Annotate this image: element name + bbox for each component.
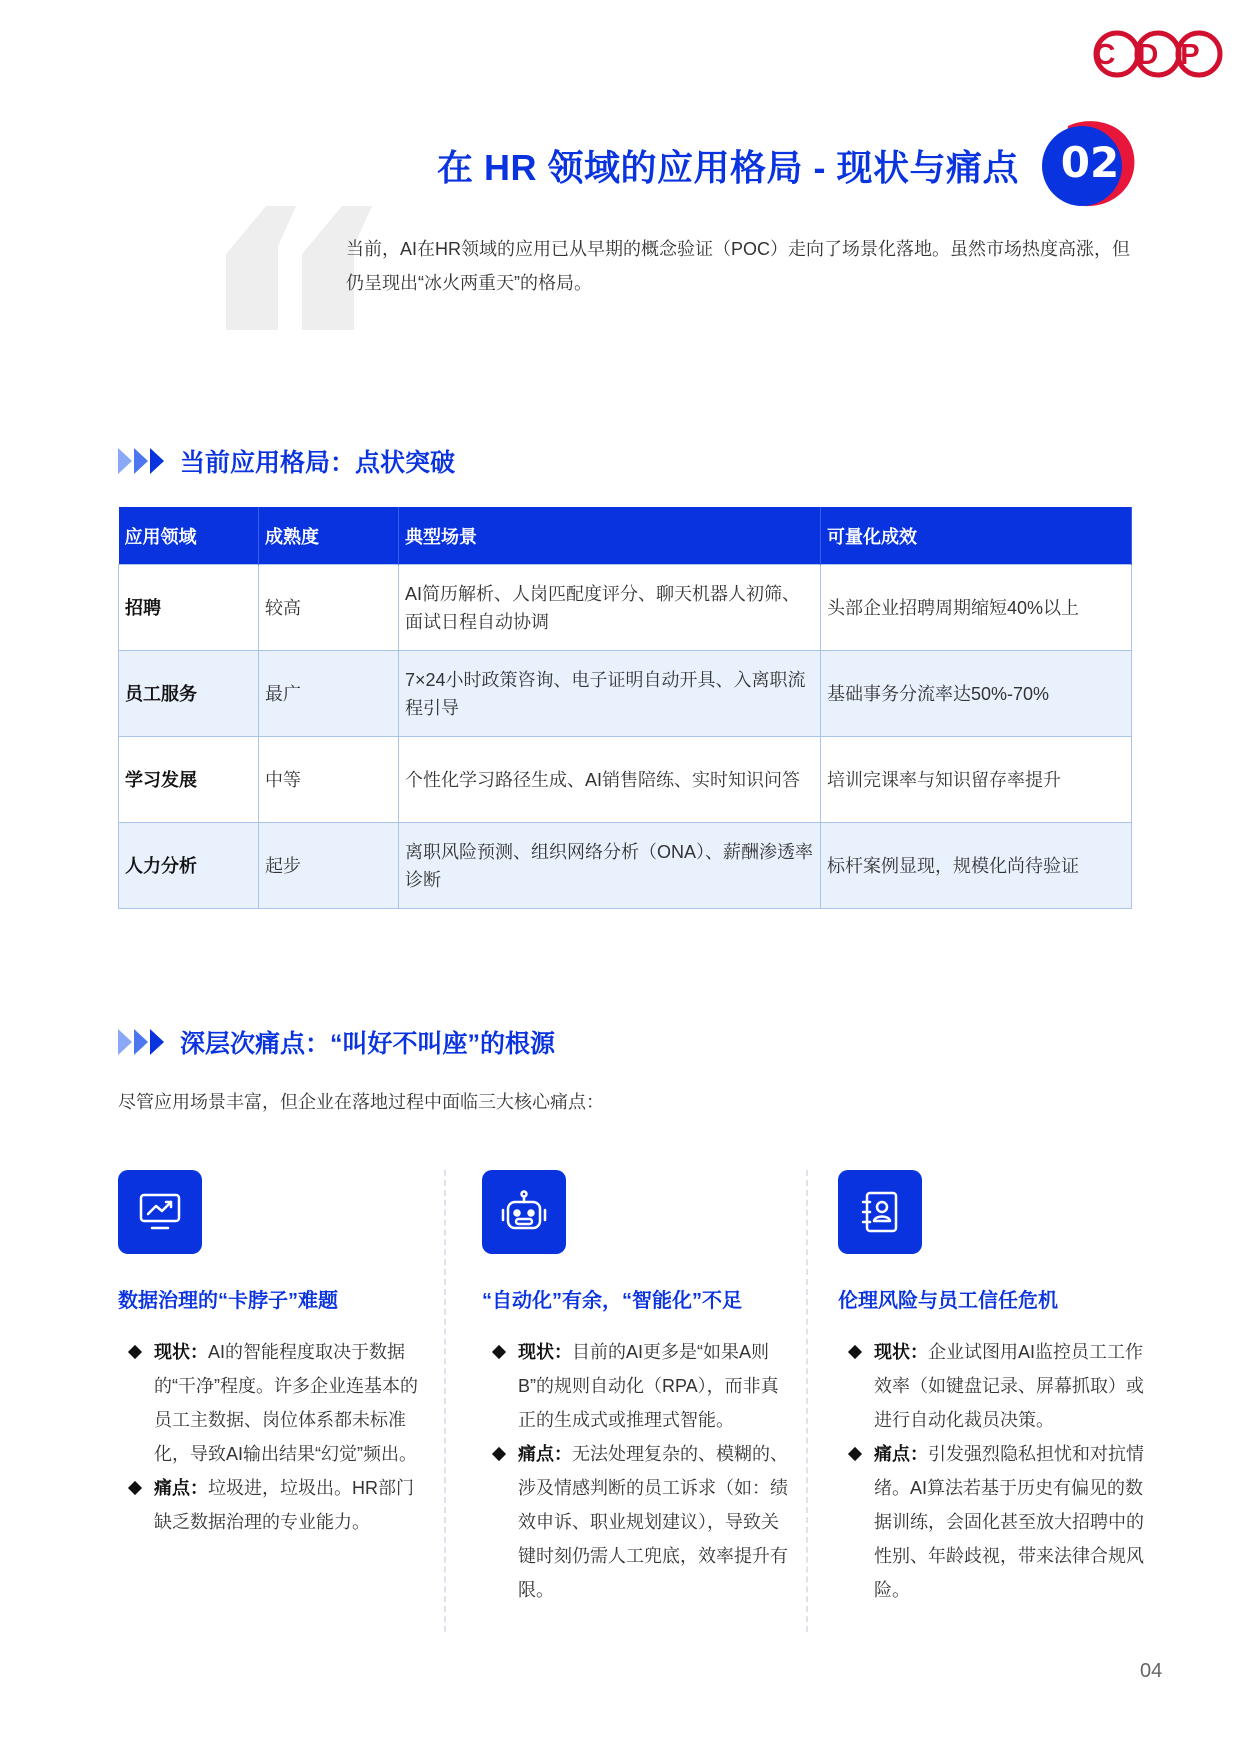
cell-scenario: AI简历解析、人岗匹配度评分、聊天机器人初筛、面试日程自动协调: [399, 565, 821, 651]
pain-points-intro: 尽管应用场景丰富，但企业在落地过程中面临三大核心痛点：: [118, 1092, 604, 1112]
item-label: 现状：: [154, 1342, 208, 1362]
cell-scenario: 离职风险预测、组织网络分析（ONA）、薪酬渗透率诊断: [399, 823, 821, 909]
cell-area: 学习发展: [119, 737, 259, 823]
list-item: [838, 1335, 1148, 1437]
section-heading-pain-points: [118, 1024, 555, 1060]
item-label: 现状：: [518, 1342, 572, 1362]
card-title: 伦理风险与员工信任危机: [838, 1290, 1058, 1312]
triple-arrow-icon: [118, 1027, 170, 1057]
column-divider: [444, 1170, 446, 1632]
item-text: AI的智能程度取决于数据的“干净”程度。许多企业连基本的员工主数据、岗位体系都未标准化，导致AI输出结果“幻觉”频出。: [154, 1342, 418, 1464]
table-row: [119, 651, 1132, 737]
card-title: 数据治理的“卡脖子”难题: [118, 1290, 338, 1312]
section-heading-text: 当前应用格局：点状突破: [180, 449, 456, 477]
diamond-bullet-icon: [128, 1481, 142, 1495]
cell-scenario: 7×24小时政策咨询、电子证明自动开具、入离职流程引导: [399, 651, 821, 737]
column-header: 可量化成效: [821, 507, 1132, 565]
diamond-bullet-icon: [848, 1345, 862, 1359]
cell-area: 人力分析: [119, 823, 259, 909]
column-header: 典型场景: [399, 507, 821, 565]
item-text: 无法处理复杂的、模糊的、涉及情感判断的员工诉求（如：绩效申诉、职业规划建议），导致关键时刻仍需人工兜底，效率提升有限。: [518, 1444, 788, 1600]
intro-paragraph: 当前，AI在HR领域的应用已从早期的概念验证（POC）走向了场景化落地。虽然市场热度高涨，但仍呈现出“冰火两重天”的格局。: [346, 239, 1131, 293]
pain-point-card-ethics: [838, 1170, 1148, 1607]
item-text: 引发强烈隐私担忧和对抗情绪。AI算法若基于历史有偏见的数据训练，会固化甚至放大招聘中的性别、年龄歧视，带来法律合规风险。: [874, 1444, 1144, 1600]
pain-point-card-automation: [482, 1170, 792, 1607]
cell-effect: 头部企业招聘周期缩短40%以上: [821, 565, 1132, 651]
section-heading-current: [118, 443, 455, 479]
application-table: [118, 507, 1132, 909]
table-header-row: [119, 507, 1132, 565]
cell-area: 员工服务: [119, 651, 259, 737]
item-label: 痛点：: [518, 1444, 572, 1464]
table-row: [119, 565, 1132, 651]
triple-arrow-icon: [118, 446, 170, 476]
page-number: 04: [1140, 1660, 1163, 1682]
list-item: [482, 1335, 792, 1437]
table-row: [119, 823, 1132, 909]
item-label: 痛点：: [154, 1478, 208, 1498]
list-item: [838, 1437, 1148, 1607]
chart-monitor-icon: [118, 1170, 202, 1254]
cell-effect: 培训完课率与知识留存率提升: [821, 737, 1132, 823]
card-bullet-list: [838, 1335, 1148, 1607]
section-heading-text: 深层次痛点：“叫好不叫座”的根源: [180, 1030, 556, 1058]
page-title: 在 HR 领域的应用格局 - 现状与痛点: [437, 147, 1019, 188]
cell-area: 招聘: [119, 565, 259, 651]
cell-effect: 基础事务分流率达50%-70%: [821, 651, 1132, 737]
column-header: 成熟度: [259, 507, 399, 565]
item-text: 企业试图用AI监控员工工作效率（如键盘记录、屏幕抓取）或进行自动化裁员决策。: [874, 1342, 1144, 1430]
cell-effect: 标杆案例显现，规模化尚待验证: [821, 823, 1132, 909]
item-label: 现状：: [874, 1342, 928, 1362]
cell-maturity: 较高: [259, 565, 399, 651]
item-label: 痛点：: [874, 1444, 928, 1464]
diamond-bullet-icon: [492, 1447, 506, 1461]
diamond-bullet-icon: [848, 1447, 862, 1461]
robot-icon: [482, 1170, 566, 1254]
list-item: [118, 1335, 428, 1471]
list-item: [118, 1471, 428, 1539]
cell-maturity: 起步: [259, 823, 399, 909]
cell-scenario: 个性化学习路径生成、AI销售陪练、实时知识问答: [399, 737, 821, 823]
column-header: 应用领域: [119, 507, 259, 565]
list-item: [482, 1437, 792, 1607]
diamond-bullet-icon: [492, 1345, 506, 1359]
item-text: 目前的AI更多是“如果A则B”的规则自动化（RPA），而非真正的生成式或推理式智能。: [518, 1342, 779, 1430]
card-bullet-list: [118, 1335, 428, 1539]
table-row: [119, 737, 1132, 823]
cell-maturity: 中等: [259, 737, 399, 823]
contact-book-icon: [838, 1170, 922, 1254]
diamond-bullet-icon: [128, 1345, 142, 1359]
section-number: 02: [1060, 138, 1120, 187]
pain-point-card-data-governance: [118, 1170, 428, 1539]
item-text: 垃圾进，垃圾出。HR部门缺乏数据治理的专业能力。: [154, 1478, 414, 1532]
column-divider: [806, 1170, 808, 1632]
card-bullet-list: [482, 1335, 792, 1607]
cell-maturity: 最广: [259, 651, 399, 737]
cdp-logo: [1093, 28, 1223, 80]
card-title: “自动化”有余，“智能化”不足: [482, 1290, 742, 1312]
logo-text: CDP: [1094, 39, 1222, 71]
